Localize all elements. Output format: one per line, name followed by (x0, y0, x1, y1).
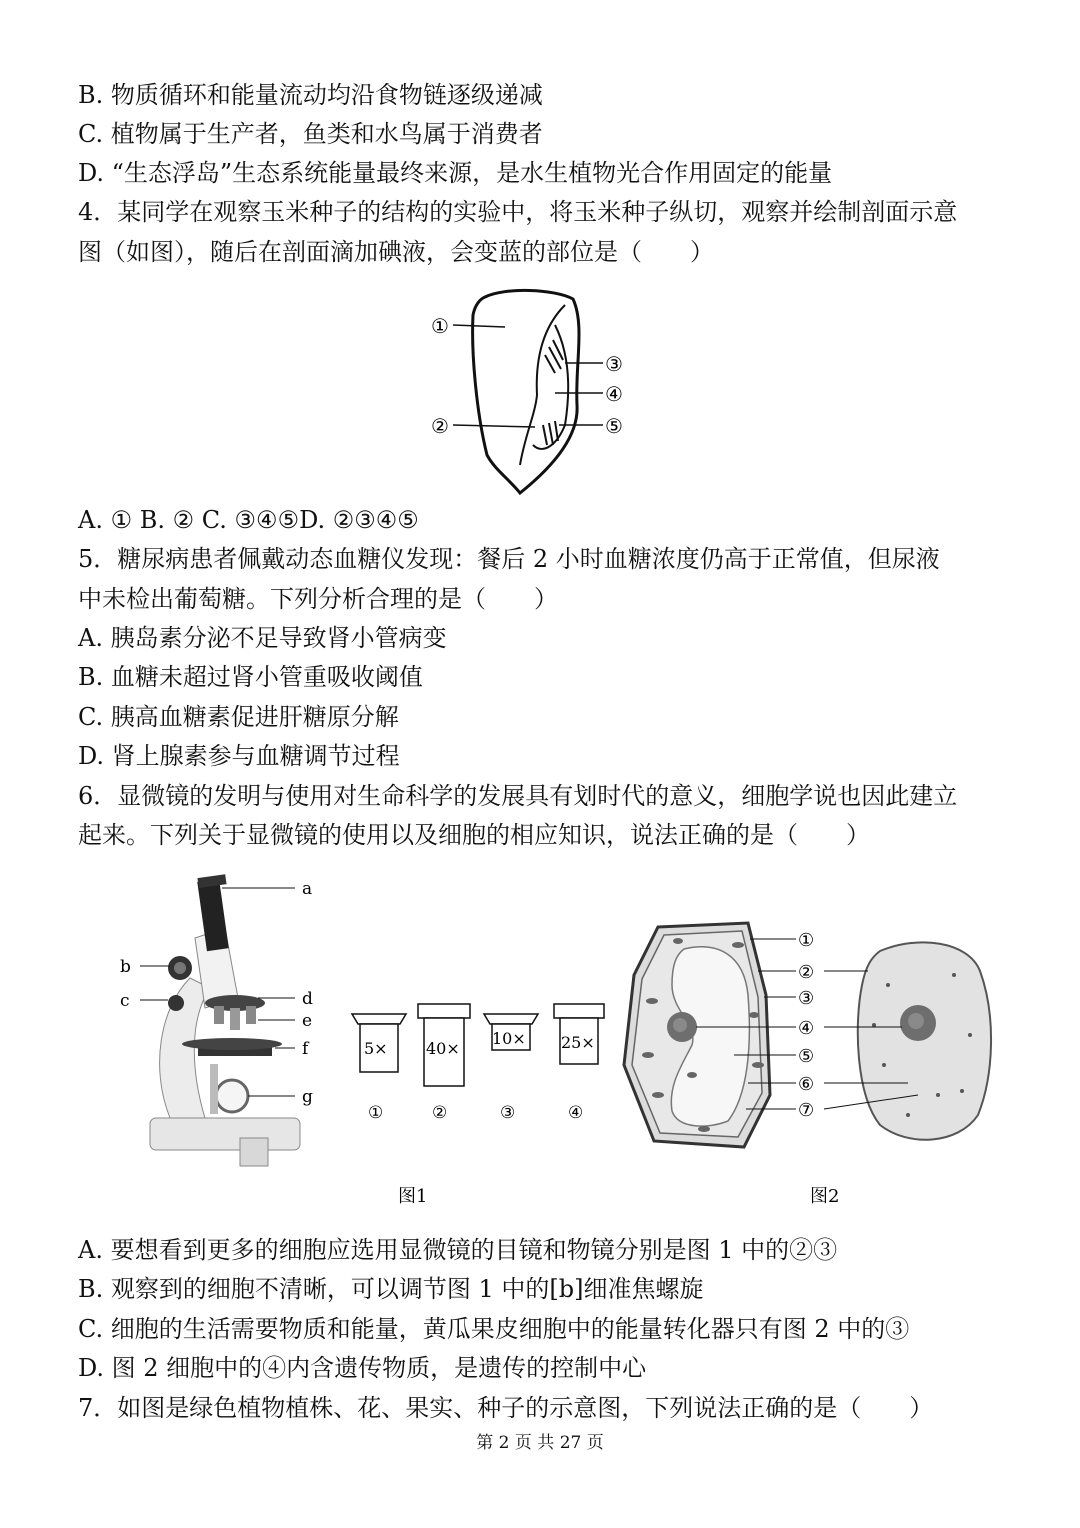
lens-1 (352, 1014, 406, 1123)
cell-label-5: ⑤ (798, 1046, 815, 1067)
question-4-options: A. ① B. ② C. ③④⑤D. ②③④⑤ (78, 506, 419, 534)
cell-label-4: ④ (798, 1018, 815, 1039)
lens-3-mag: 10× (492, 1029, 526, 1048)
seed-label-3: ③ (605, 352, 623, 376)
cell-diagram (618, 915, 1008, 1208)
cell-label-1: ① (798, 930, 815, 951)
question-6-line1: 6．显微镜的发明与使用对生命科学的发展具有划时代的意义，细胞学说也因此建立 (78, 782, 958, 810)
microscope-label-a: a (302, 879, 313, 899)
option-6a: A. 要想看到更多的细胞应选用显微镜的目镜和物镜分别是图 1 中的②③ (78, 1236, 838, 1264)
animal-cell-drawing (858, 942, 991, 1139)
lens-1-number: ① (368, 1103, 384, 1123)
question-4-line2: 图（如图），随后在剖面滴加碘液，会变蓝的部位是（ ） (78, 238, 714, 266)
microscope-label-b: b (120, 957, 131, 977)
option-5b: B. 血糖未超过肾小管重吸收阈值 (78, 663, 423, 691)
page-footer: 第 2 页 共 27 页 (476, 1433, 604, 1453)
lens-3-number: ③ (500, 1103, 516, 1123)
question-4-line1: 4．某同学在观察玉米种子的结构的实验中，将玉米种子纵切，观察并绘制剖面示意 (78, 198, 958, 226)
option-3d: D. “生态浮岛”生态系统能量最终来源，是水生植物光合作用固定的能量 (78, 159, 833, 187)
figure-1 (110, 868, 630, 1208)
microscope-label-g: g (302, 1087, 313, 1107)
option-5d: D. 肾上腺素参与血糖调节过程 (78, 742, 400, 770)
figure-2-caption: 图2 (810, 1186, 840, 1207)
lens-2 (418, 1004, 470, 1123)
option-3b: B. 物质循环和能量流动均沿食物链逐级递减 (78, 81, 543, 109)
lens-4 (554, 1004, 604, 1123)
cell-label-2: ② (798, 962, 815, 983)
seed-label-5: ⑤ (605, 414, 623, 438)
option-6b: B. 观察到的细胞不清晰，可以调节图 1 中的[b]细准焦螺旋 (78, 1275, 704, 1303)
question-5-line1: 5．糖尿病患者佩戴动态血糖仪发现：餐后 2 小时血糖浓度仍高于正常值，但尿液 (78, 545, 940, 573)
microscope-lens-diagram (110, 868, 630, 1208)
option-6d: D. 图 2 细胞中的④内含遗传物质，是遗传的控制中心 (78, 1354, 647, 1382)
figure-2 (618, 915, 1008, 1208)
microscope-label-d: d (302, 989, 313, 1009)
seed-outline (473, 290, 579, 493)
lens-4-mag: 25× (561, 1033, 595, 1052)
question-7: 7．如图是绿色植物植株、花、果实、种子的示意图，下列说法正确的是（ ） (78, 1394, 934, 1422)
cell-label-6: ⑥ (798, 1074, 815, 1095)
corn-seed-figure (425, 285, 635, 495)
option-5a: A. 胰岛素分泌不足导致肾小管病变 (78, 624, 447, 652)
seed-label-2: ② (431, 414, 449, 438)
corn-seed-diagram (425, 285, 635, 495)
lens-2-number: ② (432, 1103, 448, 1123)
option-5c: C. 胰高血糖素促进肝糖原分解 (78, 703, 399, 731)
plant-cell-drawing (624, 923, 770, 1147)
microscope-label-e: e (302, 1011, 313, 1031)
cell-label-3: ③ (798, 988, 815, 1009)
lens-2-mag: 40× (426, 1039, 460, 1058)
microscope-label-c: c (120, 991, 130, 1011)
option-6c: C. 细胞的生活需要物质和能量，黄瓜果皮细胞中的能量转化器只有图 2 中的③ (78, 1315, 910, 1343)
lens-1-mag: 5× (364, 1039, 388, 1058)
microscope-label-f: f (302, 1039, 309, 1059)
lens-4-number: ④ (568, 1103, 584, 1123)
lens-3 (484, 1014, 538, 1123)
figure-1-caption: 图1 (398, 1186, 428, 1207)
seed-label-4: ④ (605, 382, 623, 406)
seed-label-1: ① (431, 314, 449, 338)
question-5-line2: 中未检出葡萄糖。下列分析合理的是（ ） (78, 585, 558, 613)
question-6-line2: 起来。下列关于显微镜的使用以及细胞的相应知识，说法正确的是（ ） (78, 821, 870, 849)
cell-label-7: ⑦ (798, 1100, 815, 1121)
option-3c: C. 植物属于生产者，鱼类和水鸟属于消费者 (78, 120, 543, 148)
